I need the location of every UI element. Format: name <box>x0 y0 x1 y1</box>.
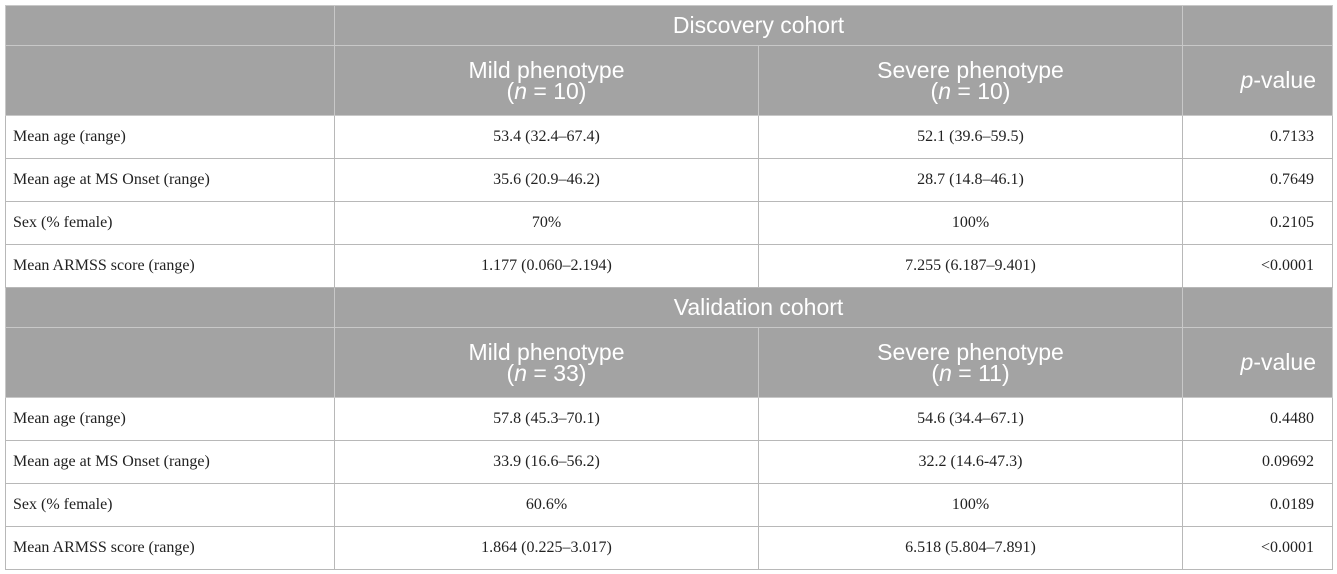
blank-header-cell <box>6 6 335 46</box>
mild-n-value: = 33) <box>527 359 587 386</box>
blank-header-cell <box>6 328 335 398</box>
p-value: 0.09692 <box>1183 441 1333 484</box>
p-var: p <box>1240 67 1254 93</box>
p-value: 0.7649 <box>1183 159 1333 202</box>
p-value: 0.7133 <box>1183 116 1333 159</box>
severe-n-value: = 11) <box>951 359 1010 386</box>
severe-value: 52.1 (39.6–59.5) <box>759 116 1183 159</box>
mild-value: 60.6% <box>335 484 759 527</box>
subheader-row <box>6 46 1333 116</box>
subheader-row <box>6 328 1333 398</box>
row-label: Mean age (range) <box>6 116 335 159</box>
p-suffix: -value <box>1253 349 1316 375</box>
severe-value: 100% <box>759 484 1183 527</box>
mild-value: 1.864 (0.225–3.017) <box>335 527 759 570</box>
table-row <box>6 398 1333 441</box>
severe-value: 100% <box>759 202 1183 245</box>
mild-value: 53.4 (32.4–67.4) <box>335 116 759 159</box>
mild-value: 33.9 (16.6–56.2) <box>335 441 759 484</box>
p-value: 0.2105 <box>1183 202 1333 245</box>
row-label: Sex (% female) <box>6 484 335 527</box>
mild-label: Mild phenotype <box>468 56 625 83</box>
mild-n-value: = 10) <box>527 77 587 104</box>
row-label: Mean age (range) <box>6 398 335 441</box>
severe-phenotype-header <box>759 328 1183 398</box>
validation-section <box>6 288 1333 570</box>
table-row <box>6 484 1333 527</box>
blank-header-cell <box>1183 288 1333 328</box>
severe-phenotype-header <box>759 46 1183 116</box>
p-var: p <box>1240 349 1254 375</box>
severe-n-prefix: ( <box>930 77 939 104</box>
severe-value: 28.7 (14.8–46.1) <box>759 159 1183 202</box>
cohort-comparison-table <box>5 5 1333 570</box>
cohort-title: Discovery cohort <box>335 6 1183 46</box>
table-row <box>6 245 1333 288</box>
cohort-header-row <box>6 288 1333 328</box>
p-value-header <box>1183 328 1333 398</box>
cohort-header-row <box>6 6 1333 46</box>
severe-value: 32.2 (14.6-47.3) <box>759 441 1183 484</box>
mild-value: 35.6 (20.9–46.2) <box>335 159 759 202</box>
severe-n-var: n <box>938 77 951 104</box>
severe-value: 6.518 (5.804–7.891) <box>759 527 1183 570</box>
mild-n-var: n <box>514 359 527 386</box>
p-value: 0.0189 <box>1183 484 1333 527</box>
p-value: 0.4480 <box>1183 398 1333 441</box>
row-label: Mean age at MS Onset (range) <box>6 159 335 202</box>
mild-value: 57.8 (45.3–70.1) <box>335 398 759 441</box>
severe-n-value: = 10) <box>951 77 1011 104</box>
mild-n-prefix: ( <box>506 359 515 386</box>
mild-n-prefix: ( <box>506 77 515 104</box>
severe-n-prefix: ( <box>931 359 940 386</box>
mild-phenotype-header <box>335 328 759 398</box>
table-row <box>6 527 1333 570</box>
severe-label: Severe phenotype <box>877 56 1064 83</box>
cohort-table-container <box>5 5 1332 569</box>
blank-header-cell <box>6 288 335 328</box>
mild-n-var: n <box>514 77 527 104</box>
mild-value: 70% <box>335 202 759 245</box>
severe-n-var: n <box>939 359 952 386</box>
table-row <box>6 159 1333 202</box>
blank-header-cell <box>6 46 335 116</box>
row-label: Mean age at MS Onset (range) <box>6 441 335 484</box>
row-label: Sex (% female) <box>6 202 335 245</box>
row-label: Mean ARMSS score (range) <box>6 245 335 288</box>
severe-value: 7.255 (6.187–9.401) <box>759 245 1183 288</box>
row-label: Mean ARMSS score (range) <box>6 527 335 570</box>
mild-value: 1.177 (0.060–2.194) <box>335 245 759 288</box>
p-value: <0.0001 <box>1183 527 1333 570</box>
table-row <box>6 441 1333 484</box>
table-row <box>6 116 1333 159</box>
mild-phenotype-header <box>335 46 759 116</box>
severe-label: Severe phenotype <box>877 338 1064 365</box>
p-value: <0.0001 <box>1183 245 1333 288</box>
p-value-header <box>1183 46 1333 116</box>
discovery-section <box>6 6 1333 288</box>
severe-value: 54.6 (34.4–67.1) <box>759 398 1183 441</box>
cohort-title: Validation cohort <box>335 288 1183 328</box>
table-row <box>6 202 1333 245</box>
mild-label: Mild phenotype <box>468 338 625 365</box>
blank-header-cell <box>1183 6 1333 46</box>
p-suffix: -value <box>1253 67 1316 93</box>
